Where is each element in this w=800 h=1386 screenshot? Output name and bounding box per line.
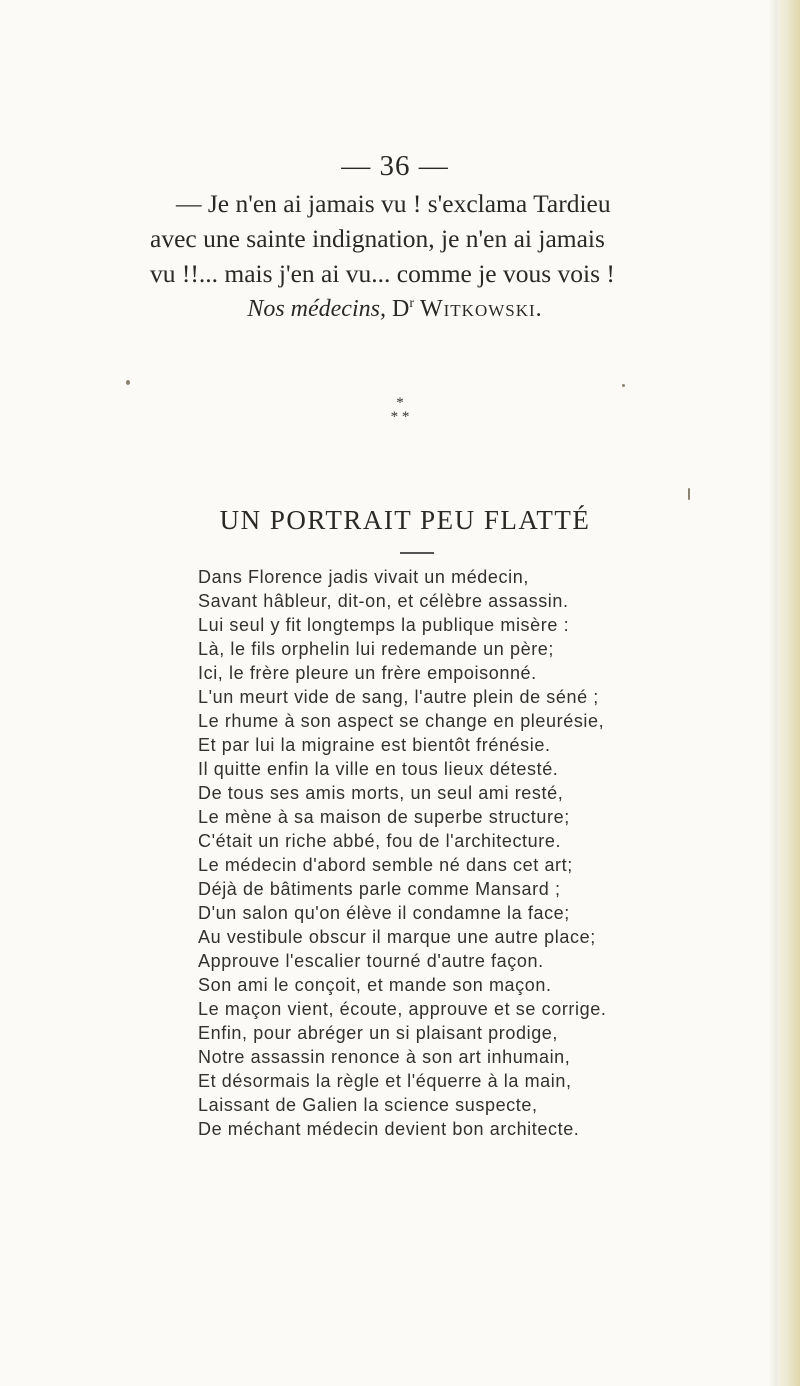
page-number: — 36 —: [341, 150, 449, 182]
asterism-divider: [0, 396, 800, 424]
poem-verse: Savant hâbleur, dit-on, et célèbre assassin.: [198, 591, 569, 611]
poem-title: UN PORTRAIT PEU FLATTÉ: [219, 505, 591, 535]
poem-verse: Approuve l'escalier tourné d'autre façon.: [198, 951, 544, 971]
poem-verse: Ici, le frère pleure un frère empoisonné.: [198, 663, 537, 683]
poem-verse: Le rhume à son aspect se change en pleurésie,: [198, 711, 605, 731]
poem-verse: L'un meurt vide de sang, l'autre plein de séné ;: [198, 687, 599, 707]
asterism-bottom: * *: [390, 409, 410, 425]
poem-verse: Le mène à sa maison de superbe structure;: [198, 807, 570, 827]
quote-line: avec une sainte indignation, je n'en ai jamais: [150, 224, 605, 253]
paper-speck: [126, 380, 130, 385]
poem-verse: C'était un riche abbé, fou de l'architecture.: [198, 831, 562, 851]
page-edge: [778, 0, 800, 1386]
poem-verse: Dans Florence jadis vivait un médecin,: [198, 567, 529, 587]
poem-verse: Au vestibule obscur il marque une autre place;: [198, 927, 596, 947]
poem-verse: Et par lui la migraine est bientôt frénésie.: [198, 735, 551, 755]
poem-body: [198, 565, 758, 1141]
poem-verse: Et désormais la règle et l'équerre à la main,: [198, 1071, 572, 1091]
poem-verse: Enfin, pour abréger un si plaisant prodige,: [198, 1023, 559, 1043]
epigraph-quote: [150, 186, 730, 291]
source-author: Witkowski.: [419, 296, 543, 322]
doctor-abbr-sup: r: [409, 296, 414, 311]
quote-line: vu !!... mais j'en ai vu... comme je vous vois !: [150, 259, 615, 288]
poem-verse: D'un salon qu'on élève il condamne la face;: [198, 903, 570, 923]
poem-verse: Le médecin d'abord semble né dans cet art;: [198, 855, 573, 875]
poem-verse: Laissant de Galien la science suspecte,: [198, 1095, 538, 1115]
page-edge-shadow: [768, 0, 778, 1386]
poem-verse: De tous ses amis morts, un seul ami resté,: [198, 783, 564, 803]
poem-verse: Là, le fils orphelin lui redemande un père;: [198, 639, 555, 659]
quote-attribution: [0, 296, 790, 323]
poem-verse: Il quitte enfin la ville en tous lieux détesté.: [198, 759, 559, 779]
paper-speck: [622, 384, 625, 387]
poem-verse: Son ami le conçoit, et mande son maçon.: [198, 975, 552, 995]
poem-verse: De méchant médecin devient bon architecte.: [198, 1119, 580, 1139]
asterism-top: *: [396, 395, 404, 411]
poem-verse: Le maçon vient, écoute, approuve et se corrige.: [198, 999, 607, 1019]
poem-verse: Lui seul y fit longtemps la publique misère :: [198, 615, 570, 635]
poem-verse: Déjà de bâtiments parle comme Mansard ;: [198, 879, 561, 899]
quote-line: — Je n'en ai jamais vu ! s'exclama Tardieu: [176, 189, 611, 218]
paper-speck: [688, 488, 690, 500]
source-title: Nos médecins,: [247, 296, 386, 322]
doctor-abbreviation: [392, 296, 414, 322]
poem-verse: Notre assassin renonce à son art inhumain,: [198, 1047, 571, 1067]
title-rule: [400, 552, 434, 554]
doctor-abbr-letter: D: [391, 296, 410, 322]
